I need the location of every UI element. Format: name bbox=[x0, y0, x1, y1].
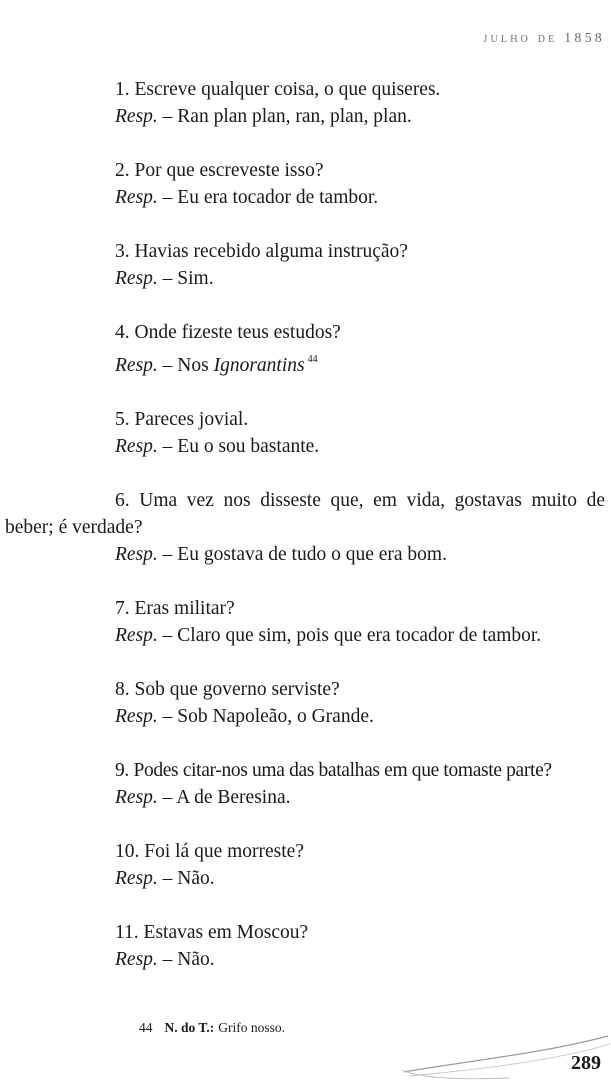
answer-1-text: Ran plan plan, ran, plan, plan. bbox=[177, 106, 412, 127]
answer-7 bbox=[5, 622, 605, 649]
answer-2-text: Eu era tocador de tambor. bbox=[177, 187, 379, 208]
answer-3-text: Sim. bbox=[177, 268, 214, 289]
resp-label: Resp. bbox=[115, 355, 158, 376]
dash: – bbox=[157, 706, 178, 727]
answer-4-prefix: Nos bbox=[177, 355, 214, 376]
dialogue-body bbox=[5, 76, 605, 1000]
footnote-44 bbox=[139, 1020, 285, 1036]
dash: – bbox=[157, 949, 178, 970]
resp-label: Resp. bbox=[115, 625, 158, 646]
answer-1 bbox=[5, 103, 605, 130]
resp-label: Resp. bbox=[115, 868, 158, 889]
resp-label: Resp. bbox=[115, 187, 158, 208]
dash: – bbox=[157, 355, 178, 376]
dash: – bbox=[157, 106, 178, 127]
answer-8 bbox=[5, 703, 605, 730]
qa-item-1 bbox=[5, 76, 605, 130]
qa-item-8 bbox=[5, 676, 605, 730]
answer-4 bbox=[5, 346, 605, 379]
question-9: 9. Podes citar-nos uma das batalhas em que tomaste parte? bbox=[115, 760, 552, 781]
answer-4-italic: Ignorantins bbox=[213, 355, 305, 376]
qa-item-6 bbox=[5, 487, 605, 568]
footnote-label: N. do T.: bbox=[164, 1020, 215, 1035]
question-4: 4. Onde fizeste teus estudos? bbox=[115, 322, 341, 343]
answer-6 bbox=[5, 541, 605, 568]
resp-label: Resp. bbox=[115, 268, 158, 289]
page-number: 289 bbox=[571, 1052, 601, 1074]
answer-10 bbox=[5, 865, 605, 892]
dash: – bbox=[157, 625, 178, 646]
answer-3 bbox=[5, 265, 605, 292]
answer-11-text: Não. bbox=[177, 949, 215, 970]
question-6: 6. Uma vez nos disseste que, em vida, gostavas muito de beber; é verdade? bbox=[5, 490, 605, 538]
dash: – bbox=[157, 436, 178, 457]
qa-item-4 bbox=[5, 319, 605, 379]
dash: – bbox=[157, 868, 178, 889]
resp-label: Resp. bbox=[115, 106, 158, 127]
answer-11 bbox=[5, 946, 605, 973]
resp-label: Resp. bbox=[115, 787, 158, 808]
qa-item-11 bbox=[5, 919, 605, 973]
qa-item-9 bbox=[5, 757, 605, 811]
resp-label: Resp. bbox=[115, 544, 158, 565]
footnote-ref-44[interactable]: 44 bbox=[307, 354, 318, 365]
answer-5 bbox=[5, 433, 605, 460]
question-11: 11. Estavas em Moscou? bbox=[115, 922, 309, 943]
answer-6-text: Eu gostava de tudo o que era bom. bbox=[177, 544, 447, 565]
running-head: julho de 1858 bbox=[483, 31, 605, 46]
answer-10-text: Não. bbox=[177, 868, 215, 889]
dash: – bbox=[157, 787, 177, 808]
question-3: 3. Havias recebido alguma instrução? bbox=[115, 241, 408, 262]
answer-8-text: Sob Napoleão, o Grande. bbox=[177, 706, 374, 727]
answer-2 bbox=[5, 184, 605, 211]
qa-item-7 bbox=[5, 595, 605, 649]
question-10: 10. Foi lá que morreste? bbox=[115, 841, 304, 862]
question-5: 5. Pareces jovial. bbox=[115, 409, 249, 430]
qa-item-2 bbox=[5, 157, 605, 211]
question-1: 1. Escreve qualquer coisa, o que quiseres. bbox=[115, 79, 441, 100]
question-2: 2. Por que escreveste isso? bbox=[115, 160, 324, 181]
answer-9-text: A de Beresina. bbox=[176, 787, 291, 808]
footnote-text: Grifo nosso. bbox=[218, 1020, 286, 1035]
answer-9 bbox=[5, 784, 605, 811]
qa-item-3 bbox=[5, 238, 605, 292]
question-8: 8. Sob que governo serviste? bbox=[115, 679, 340, 700]
answer-7-text: Claro que sim, pois que era tocador de tambor. bbox=[177, 625, 542, 646]
qa-item-10 bbox=[5, 838, 605, 892]
answer-5-text: Eu o sou bastante. bbox=[177, 436, 320, 457]
question-7: 7. Eras militar? bbox=[115, 598, 235, 619]
footnote-number: 44 bbox=[139, 1020, 153, 1035]
resp-label: Resp. bbox=[115, 949, 158, 970]
dash: – bbox=[157, 187, 178, 208]
resp-label: Resp. bbox=[115, 436, 158, 457]
dash: – bbox=[157, 544, 178, 565]
dash: – bbox=[157, 268, 178, 289]
qa-item-5 bbox=[5, 406, 605, 460]
resp-label: Resp. bbox=[115, 706, 158, 727]
